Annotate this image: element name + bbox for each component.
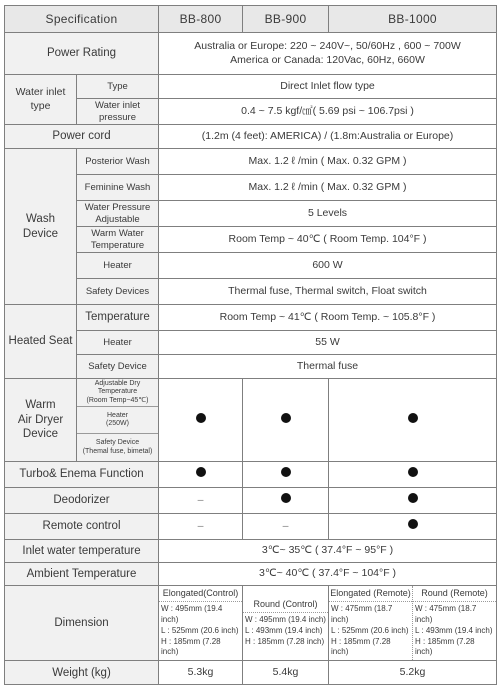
- wash-safety-devices-label: Safety Devices: [77, 279, 159, 305]
- deodorizer-bb-900-cell: [243, 488, 329, 514]
- dimension-elongated-remote: Elongated (Remote) W : 475mm (18.7 inch) L : 525mm (20.6 inch) H : 185mm (7.28 inch): [329, 586, 413, 661]
- weight-bb-900: 5.4kg: [243, 661, 329, 685]
- remote-bb-900-cell: [243, 514, 329, 540]
- dimension-round-remote: Round (Remote) W : 475mm (18.7 inch) L : 493mm (19.4 inch) H : 185mm (7.28 inch): [413, 586, 497, 661]
- water-pressure-adjustable-label: Water Pressure Adjustable: [77, 201, 159, 227]
- not-available-mark: –: [282, 519, 289, 532]
- feminine-wash-value: Max. 1.2 ℓ /min ( Max. 0.32 GPM ): [159, 175, 497, 201]
- water-inlet-pressure-value: 0.4 ~ 7.5 kgf/㎠( 5.69 psi ~ 106.7psi ): [159, 99, 497, 125]
- heated-seat-label: Heated Seat: [5, 305, 77, 379]
- wash-safety-devices-value: Thermal fuse, Thermal switch, Float switch: [159, 279, 497, 305]
- warm-air-dryer-sub-labels: [77, 379, 159, 462]
- ambient-temperature-value: 3℃~ 40℃ ( 37.4°F ~ 104°F ): [159, 563, 497, 586]
- remote-bb-1000-cell: [329, 514, 497, 540]
- header-model-bb-900: BB-900: [243, 6, 329, 33]
- water-inlet-pressure-label: Water inlet pressure: [77, 99, 159, 125]
- not-available-mark: –: [197, 493, 204, 506]
- deodorizer-bb-1000-cell: [329, 488, 497, 514]
- posterior-wash-label: Posterior Wash: [77, 149, 159, 175]
- availability-dot-icon: [408, 413, 418, 423]
- seat-safety-device-label: Safety Device: [77, 355, 159, 379]
- wash-device-label: Wash Device: [5, 149, 77, 305]
- header-model-bb-1000: BB-1000: [329, 6, 497, 33]
- seat-temperature-label: Temperature: [77, 305, 159, 331]
- remote-bb-800-cell: [159, 514, 243, 540]
- turbo-bb-800-cell: [159, 462, 243, 488]
- not-available-mark: –: [197, 519, 204, 532]
- turbo-bb-900-cell: [243, 462, 329, 488]
- water-inlet-type-label: Water inlet type: [5, 75, 77, 125]
- water-pressure-adjustable-value: 5 Levels: [159, 201, 497, 227]
- posterior-wash-value: Max. 1.2 ℓ /min ( Max. 0.32 GPM ): [159, 149, 497, 175]
- dryer-heater-label: Heater (250W): [77, 407, 158, 435]
- availability-dot-icon: [281, 493, 291, 503]
- power-cord-value: (1.2m (4 feet): AMERICA) / (1.8m:Australia or Europe): [159, 125, 497, 149]
- dryer-safety-device-label: Safety Device (Themal fuse, bimetal): [82, 439, 153, 455]
- power-rating-label: Power Rating: [5, 33, 159, 75]
- seat-temperature-value: Room Temp ~ 41℃ ( Room Temp. ~ 105.8°F ): [159, 305, 497, 331]
- dryer-bb-800-cell: [159, 379, 243, 462]
- power-cord-label: Power cord: [5, 125, 159, 149]
- availability-dot-icon: [196, 467, 206, 477]
- availability-dot-icon: [408, 519, 418, 529]
- warm-water-temperature-label: Warm Water Temperature: [77, 227, 159, 253]
- header-specification: Specification: [5, 6, 159, 33]
- deodorizer-label: Deodorizer: [5, 488, 159, 514]
- feminine-wash-label: Feminine Wash: [77, 175, 159, 201]
- water-inlet-type-value: Direct Inlet flow type: [159, 75, 497, 99]
- seat-heater-value: 55 W: [159, 331, 497, 355]
- header-model-bb-800: BB-800: [159, 6, 243, 33]
- water-inlet-type-sublabel: Type: [77, 75, 159, 99]
- warm-water-temperature-value: Room Temp ~ 40℃ ( Room Temp. 104°F ): [159, 227, 497, 253]
- turbo-enema-label: Turbo& Enema Function: [5, 462, 159, 488]
- remote-control-label: Remote control: [5, 514, 159, 540]
- power-rating-value: [159, 33, 497, 75]
- dryer-bb-900-cell: [243, 379, 329, 462]
- seat-heater-label: Heater: [77, 331, 159, 355]
- weight-label: Weight (kg): [5, 661, 159, 685]
- dimension-elongated-control: Elongated(Control) W : 495mm (19.4 inch) L : 525mm (20.6 inch) H : 185mm (7.28 inch): [159, 586, 243, 661]
- weight-bb-1000: 5.2kg: [329, 661, 497, 685]
- power-rating-line-2: America or Canada: 120Vac, 60Hz, 660W: [230, 53, 425, 66]
- availability-dot-icon: [281, 467, 291, 477]
- power-rating-line-1: Australia or Europe: 220 ~ 240V~, 50/60Hz , 600 ~ 700W: [194, 40, 461, 53]
- dryer-bb-1000-cell: [329, 379, 497, 462]
- seat-safety-device-value: Thermal fuse: [159, 355, 497, 379]
- deodorizer-bb-800-cell: [159, 488, 243, 514]
- dimension-label: Dimension: [5, 586, 159, 661]
- wash-heater-value: 600 W: [159, 253, 497, 279]
- specification-table: [4, 5, 497, 685]
- warm-air-dryer-label: Warm Air Dryer Device: [5, 379, 77, 462]
- availability-dot-icon: [196, 413, 206, 423]
- availability-dot-icon: [281, 413, 291, 423]
- dryer-adjustable-temperature-label: Adjustable Dry Temperature (Room Temp~45℃): [77, 379, 158, 407]
- availability-dot-icon: [408, 493, 418, 503]
- availability-dot-icon: [408, 467, 418, 477]
- inlet-water-temperature-value: 3℃~ 35℃ ( 37.4°F ~ 95°F ): [159, 540, 497, 563]
- weight-bb-800: 5.3kg: [159, 661, 243, 685]
- wash-heater-label: Heater: [77, 253, 159, 279]
- ambient-temperature-label: Ambient Temperature: [5, 563, 159, 586]
- turbo-bb-1000-cell: [329, 462, 497, 488]
- dimension-round-control: Round (Control) W : 495mm (19.4 inch) L : 493mm (19.4 inch) H : 185mm (7.28 inch): [243, 586, 329, 661]
- inlet-water-temperature-label: Inlet water temperature: [5, 540, 159, 563]
